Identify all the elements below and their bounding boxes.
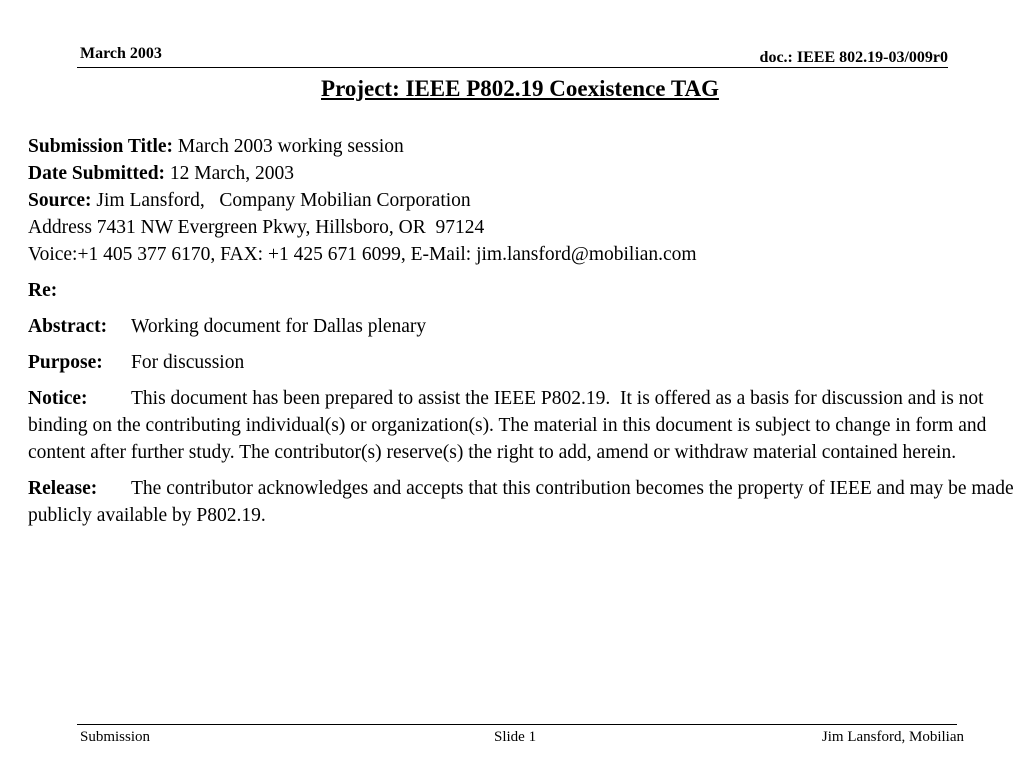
date-submitted-label: Date Submitted: [28, 163, 166, 184]
notice-value: This document has been prepared to assist the IEEE P802.19. It is offered as a basis for discussion and is not binding on the contributing individual(s) or organization(s). The material in this document is subject to change in form and content after further study. The contributor(s) reserve(s) the right to add, amend or withdraw material contained herein. [28, 388, 992, 463]
release-value: The contributor acknowledges and accepts that this contribution becomes the property of IEEE and may be made publicly available by P802.19. [28, 478, 1014, 526]
re-label: Re: [28, 280, 58, 301]
address-line: Address 7431 NW Evergreen Pkwy, Hillsboro, OR 97124 [28, 217, 485, 238]
submission-title-line [28, 133, 1014, 160]
abstract-line [28, 313, 1014, 340]
date-submitted-line [28, 160, 1014, 187]
purpose-line [28, 349, 1014, 376]
re-line [28, 277, 1014, 304]
release-label: Release: [28, 478, 98, 499]
release-paragraph [28, 475, 1014, 529]
abstract-value: Working document for Dallas plenary [131, 316, 427, 337]
source-label: Source: [28, 190, 92, 211]
footer-author: Jim Lansford, Mobilian [821, 729, 964, 745]
footer-slide-number: Slide 1 [494, 729, 537, 745]
footer-submission: Submission [80, 729, 151, 745]
notice-paragraph [28, 385, 1014, 466]
submission-title-label: Submission Title: [28, 136, 174, 157]
footer-divider [77, 724, 957, 725]
abstract-label: Abstract: [28, 316, 108, 337]
submission-title-value: March 2003 working session [177, 136, 404, 157]
source-value: Jim Lansford, Company Mobilian Corporation [96, 190, 471, 211]
slide-body [28, 133, 1014, 529]
date-submitted-value: 12 March, 2003 [169, 163, 294, 184]
header-doc-id: doc.: IEEE 802.19-03/009r0 [759, 49, 948, 66]
purpose-label: Purpose: [28, 352, 103, 373]
source-line [28, 187, 1014, 214]
notice-label: Notice: [28, 388, 88, 409]
purpose-value: For discussion [131, 352, 245, 373]
header-date: March 2003 [80, 45, 162, 62]
contact-line: Voice:+1 405 377 6170, FAX: +1 425 671 6099, E-Mail: jim.lansford@mobilian.com [28, 244, 697, 265]
page-title: Project: IEEE P802.19 Coexistence TAG [321, 76, 719, 101]
header-divider [77, 67, 948, 68]
